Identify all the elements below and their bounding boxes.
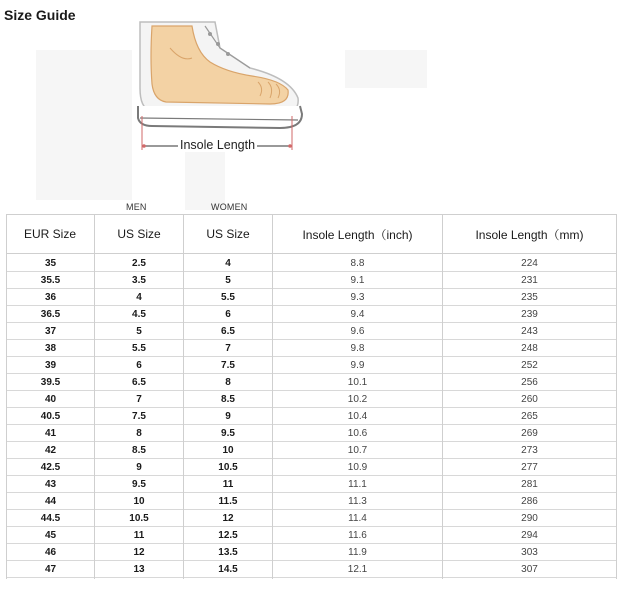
insole-inch-cell: 10.4 xyxy=(273,408,442,425)
us-women-size-cell: 11.5 xyxy=(184,493,272,510)
us-women-size-cell: 9.5 xyxy=(184,425,272,442)
us-men-size-cell: 9 xyxy=(95,459,183,476)
insole-inch-cell: 10.7 xyxy=(273,442,442,459)
insole-inch-cell: 11.1 xyxy=(273,476,442,493)
eur-size-cell: 45 xyxy=(7,527,94,544)
insole-inch-cell: 10.1 xyxy=(273,374,442,391)
background-block xyxy=(36,50,132,200)
us-women-size-cell: 10.5 xyxy=(184,459,272,476)
eur-size-cell: 36.5 xyxy=(7,306,94,323)
us-men-size-cell: 5 xyxy=(95,323,183,340)
insole-inch-cell: 9.3 xyxy=(273,289,442,306)
insole-inch-cell: 11.3 xyxy=(273,493,442,510)
insole-inch-column xyxy=(273,255,442,578)
insole-mm-cell: 224 xyxy=(443,255,616,272)
us-men-size-cell: 4.5 xyxy=(95,306,183,323)
us-men-size-cell: 10 xyxy=(95,493,183,510)
insole-mm-cell: 290 xyxy=(443,510,616,527)
us-men-size-cell: 7.5 xyxy=(95,408,183,425)
us-men-size-cell: 9.5 xyxy=(95,476,183,493)
us-women-size-cell: 5 xyxy=(184,272,272,289)
us-women-size-cell: 12 xyxy=(184,510,272,527)
foot-in-shoe-icon xyxy=(130,18,310,156)
insole-mm-cell: 307 xyxy=(443,561,616,578)
insole-mm-cell: 256 xyxy=(443,374,616,391)
eur-size-cell: 39.5 xyxy=(7,374,94,391)
us-women-size-cell: 7.5 xyxy=(184,357,272,374)
insole-mm-column xyxy=(443,255,616,578)
insole-inch-cell: 10.2 xyxy=(273,391,442,408)
us-men-size-cell: 6.5 xyxy=(95,374,183,391)
us-women-size-cell: 8 xyxy=(184,374,272,391)
eur-size-cell: 35 xyxy=(7,255,94,272)
us-men-size-cell: 2.5 xyxy=(95,255,183,272)
insole-inch-cell: 9.9 xyxy=(273,357,442,374)
insole-mm-cell: 269 xyxy=(443,425,616,442)
grid-line xyxy=(616,214,617,579)
us-men-size-column xyxy=(95,255,183,578)
eur-size-cell: 44.5 xyxy=(7,510,94,527)
us-women-size-cell: 12.5 xyxy=(184,527,272,544)
insole-inch-header: Insole Length（inch) xyxy=(273,214,442,254)
insole-inch-cell: 9.6 xyxy=(273,323,442,340)
eur-size-cell: 47 xyxy=(7,561,94,578)
us-women-size-cell: 9 xyxy=(184,408,272,425)
us-men-size-cell: 5.5 xyxy=(95,340,183,357)
us-men-size-cell: 6 xyxy=(95,357,183,374)
insole-inch-cell: 10.9 xyxy=(273,459,442,476)
insole-mm-cell: 235 xyxy=(443,289,616,306)
us-women-size-header: US Size xyxy=(184,214,272,254)
insole-mm-cell: 286 xyxy=(443,493,616,510)
insole-mm-cell: 231 xyxy=(443,272,616,289)
insole-mm-cell: 294 xyxy=(443,527,616,544)
insole-mm-cell: 239 xyxy=(443,306,616,323)
us-women-size-cell: 8.5 xyxy=(184,391,272,408)
eur-size-cell: 42 xyxy=(7,442,94,459)
eur-size-cell: 37 xyxy=(7,323,94,340)
insole-inch-cell: 9.8 xyxy=(273,340,442,357)
insole-length-label: Insole Length xyxy=(180,138,256,152)
insole-inch-cell: 10.6 xyxy=(273,425,442,442)
us-men-size-cell: 10.5 xyxy=(95,510,183,527)
women-group-label: WOMEN xyxy=(211,202,248,212)
eur-size-cell: 35.5 xyxy=(7,272,94,289)
us-women-size-cell: 6 xyxy=(184,306,272,323)
men-group-label: MEN xyxy=(126,202,147,212)
insole-inch-cell: 11.9 xyxy=(273,544,442,561)
eur-size-column xyxy=(7,255,94,578)
us-men-size-cell: 3.5 xyxy=(95,272,183,289)
insole-inch-cell: 9.1 xyxy=(273,272,442,289)
us-women-size-cell: 7 xyxy=(184,340,272,357)
us-men-size-cell: 8 xyxy=(95,425,183,442)
insole-mm-cell: 252 xyxy=(443,357,616,374)
us-women-size-column xyxy=(184,255,272,578)
us-women-size-cell: 11 xyxy=(184,476,272,493)
insole-inch-cell: 11.6 xyxy=(273,527,442,544)
background-block xyxy=(185,150,225,210)
insole-inch-cell: 9.4 xyxy=(273,306,442,323)
eur-size-cell: 43 xyxy=(7,476,94,493)
insole-inch-cell: 12.1 xyxy=(273,561,442,578)
background-block xyxy=(345,50,427,88)
insole-mm-cell: 273 xyxy=(443,442,616,459)
us-men-size-cell: 8.5 xyxy=(95,442,183,459)
eur-size-cell: 46 xyxy=(7,544,94,561)
insole-mm-cell: 303 xyxy=(443,544,616,561)
us-men-size-header: US Size xyxy=(95,214,183,254)
insole-inch-cell: 8.8 xyxy=(273,255,442,272)
eur-size-header: EUR Size xyxy=(6,214,94,254)
us-women-size-cell: 13.5 xyxy=(184,544,272,561)
us-men-size-cell: 13 xyxy=(95,561,183,578)
us-men-size-cell: 12 xyxy=(95,544,183,561)
insole-mm-cell: 260 xyxy=(443,391,616,408)
eur-size-cell: 40.5 xyxy=(7,408,94,425)
insole-mm-cell: 243 xyxy=(443,323,616,340)
us-women-size-cell: 4 xyxy=(184,255,272,272)
eur-size-cell: 42.5 xyxy=(7,459,94,476)
us-women-size-cell: 10 xyxy=(184,442,272,459)
eur-size-cell: 44 xyxy=(7,493,94,510)
us-women-size-cell: 5.5 xyxy=(184,289,272,306)
eur-size-cell: 36 xyxy=(7,289,94,306)
us-women-size-cell: 14.5 xyxy=(184,561,272,578)
insole-mm-cell: 281 xyxy=(443,476,616,493)
eur-size-cell: 40 xyxy=(7,391,94,408)
insole-mm-cell: 277 xyxy=(443,459,616,476)
eur-size-cell: 38 xyxy=(7,340,94,357)
insole-mm-header: Insole Length（mm) xyxy=(443,214,616,254)
us-women-size-cell: 6.5 xyxy=(184,323,272,340)
insole-inch-cell: 11.4 xyxy=(273,510,442,527)
insole-mm-cell: 265 xyxy=(443,408,616,425)
eur-size-cell: 41 xyxy=(7,425,94,442)
eur-size-cell: 39 xyxy=(7,357,94,374)
us-men-size-cell: 7 xyxy=(95,391,183,408)
us-men-size-cell: 4 xyxy=(95,289,183,306)
insole-mm-cell: 248 xyxy=(443,340,616,357)
us-men-size-cell: 11 xyxy=(95,527,183,544)
page-title: Size Guide xyxy=(4,7,76,23)
